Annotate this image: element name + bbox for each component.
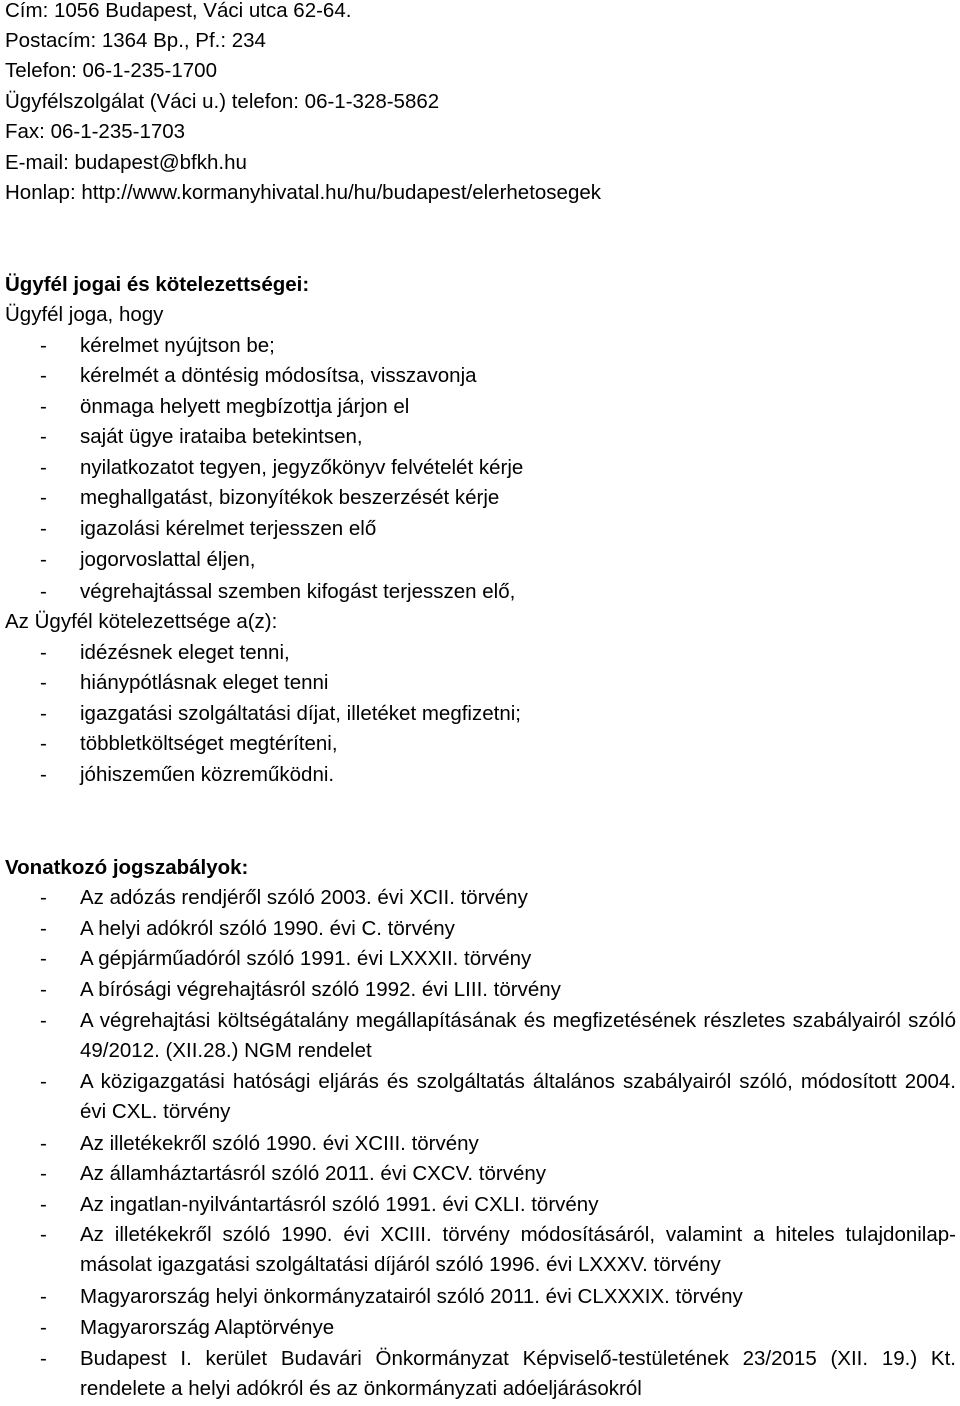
list-item xyxy=(40,392,956,422)
list-dash: - xyxy=(40,364,47,387)
list-item-text: többletköltséget megtéríteni, xyxy=(80,732,338,755)
address-line: Cím: 1056 Budapest, Váci utca 62-64. xyxy=(5,0,352,22)
postal-address-line: Postacím: 1364 Bp., Pf.: 234 xyxy=(5,29,266,52)
list-dash: - xyxy=(40,580,47,603)
list-item xyxy=(40,1344,956,1404)
list-item xyxy=(40,422,956,452)
list-item xyxy=(40,914,956,944)
laws-heading: Vonatkozó jogszabályok: xyxy=(5,856,249,879)
list-dash: - xyxy=(40,763,47,786)
list-item-text: A végrehajtási költségátalány megállapításának és megfizetésének részletes szabályairól szóló 49/2012. (XII.28.) NGM rendelet xyxy=(80,1009,956,1062)
list-item xyxy=(40,668,956,698)
list-item xyxy=(40,699,956,729)
list-item xyxy=(40,944,956,974)
list-dash: - xyxy=(40,886,47,909)
list-dash: - xyxy=(40,1162,47,1185)
list-dash: - xyxy=(40,517,47,540)
list-dash: - xyxy=(40,456,47,479)
list-item xyxy=(40,545,956,575)
list-dash: - xyxy=(40,671,47,694)
list-dash: - xyxy=(40,548,47,571)
list-dash: - xyxy=(40,732,47,755)
list-item-text: Magyarország helyi önkormányzatairól szóló 2011. évi CLXXXIX. törvény xyxy=(80,1285,743,1308)
list-dash: - xyxy=(40,1285,47,1308)
list-item xyxy=(40,1129,956,1159)
list-item xyxy=(40,577,956,607)
list-item-text: jóhiszeműen közreműködni. xyxy=(80,763,335,786)
list-item xyxy=(40,1159,956,1189)
phone-line: Telefon: 06-1-235-1700 xyxy=(5,59,217,82)
list-item xyxy=(40,760,956,790)
list-item-text: Az ingatlan-nyilvántartásról szóló 1991. évi CXLI. törvény xyxy=(80,1193,599,1216)
list-dash: - xyxy=(40,1132,47,1155)
list-item-text: Az illetékekről szóló 1990. évi XCIII. törvény módosításáról, valamint a hiteles tulajdonilap-másolat igazgatási szolgáltatási díjáról szóló 1996. évi LXXXV. törvény xyxy=(80,1223,956,1276)
list-item xyxy=(40,975,956,1005)
customer-service-phone-line: Ügyfélszolgálat (Váci u.) telefon: 06-1-328-5862 xyxy=(5,90,440,113)
list-item xyxy=(40,1006,956,1066)
list-item xyxy=(40,514,956,544)
list-item-text: meghallgatást, bizonyítékok beszerzését kérje xyxy=(80,486,500,509)
list-item xyxy=(40,1067,956,1127)
list-dash: - xyxy=(40,947,47,970)
list-item-text: Az adózás rendjéről szóló 2003. évi XCII. törvény xyxy=(80,886,528,909)
list-item-text: önmaga helyett megbízottja járjon el xyxy=(80,395,410,418)
list-item xyxy=(40,453,956,483)
rights-intro: Ügyfél joga, hogy xyxy=(5,303,164,326)
list-item xyxy=(40,638,956,668)
list-dash: - xyxy=(40,917,47,940)
list-dash: - xyxy=(40,334,47,357)
list-dash: - xyxy=(40,1193,47,1216)
rights-heading: Ügyfél jogai és kötelezettségei: xyxy=(5,273,310,296)
list-item-text: hiánypótlásnak eleget tenni xyxy=(80,671,329,694)
website-line: Honlap: http://www.kormanyhivatal.hu/hu/budapest/elerhetosegek xyxy=(5,181,602,204)
list-dash: - xyxy=(40,1347,47,1370)
list-dash: - xyxy=(40,1223,47,1246)
list-item xyxy=(40,1220,956,1280)
list-item-text: A bírósági végrehajtásról szóló 1992. évi LIII. törvény xyxy=(80,978,561,1001)
list-item-text: jogorvoslattal éljen, xyxy=(80,548,256,571)
list-item-text: Magyarország Alaptörvénye xyxy=(80,1316,335,1339)
list-item-text: végrehajtással szemben kifogást terjesszen elő, xyxy=(80,580,516,603)
list-dash: - xyxy=(40,1316,47,1339)
list-item xyxy=(40,729,956,759)
list-item-text: A közigazgatási hatósági eljárás és szolgáltatás általános szabályairól szóló, módosított 2004. évi CXL. törvény xyxy=(80,1070,956,1123)
list-dash: - xyxy=(40,1070,47,1093)
list-dash: - xyxy=(40,486,47,509)
obligations-intro: Az Ügyfél kötelezettsége a(z): xyxy=(5,610,278,633)
list-item xyxy=(40,331,956,361)
list-dash: - xyxy=(40,425,47,448)
list-item-text: Az államháztartásról szóló 2011. évi CXCV. törvény xyxy=(80,1162,547,1185)
list-item xyxy=(40,883,956,913)
list-item-text: Az illetékekről szóló 1990. évi XCIII. törvény xyxy=(80,1132,479,1155)
list-item-text: igazolási kérelmet terjesszen elő xyxy=(80,517,377,540)
list-item-text: saját ügye irataiba betekintsen, xyxy=(80,425,363,448)
fax-line: Fax: 06-1-235-1703 xyxy=(5,120,186,143)
list-dash: - xyxy=(40,395,47,418)
list-item-text: A gépjárműadóról szóló 1991. évi LXXXII. törvény xyxy=(80,947,532,970)
list-item xyxy=(40,1282,956,1312)
list-item xyxy=(40,1313,956,1343)
list-dash: - xyxy=(40,978,47,1001)
list-item xyxy=(40,483,956,513)
list-item-text: kérelmet nyújtson be; xyxy=(80,334,275,357)
list-item xyxy=(40,1190,956,1220)
list-item-text: Budapest I. kerület Budavári Önkormányzat Képviselő-testületének 23/2015 (XII. 19.) Kt. rendelete a helyi adókról és az önkormányzati adóeljárásokról xyxy=(80,1347,956,1400)
list-dash: - xyxy=(40,702,47,725)
list-item-text: kérelmét a döntésig módosítsa, visszavonja xyxy=(80,364,477,387)
list-item-text: idézésnek eleget tenni, xyxy=(80,641,290,664)
list-item-text: A helyi adókról szóló 1990. évi C. törvény xyxy=(80,917,455,940)
list-item-text: igazgatási szolgáltatási díjat, illetéket megfizetni; xyxy=(80,702,521,725)
list-item-text: nyilatkozatot tegyen, jegyzőkönyv felvételét kérje xyxy=(80,456,524,479)
list-dash: - xyxy=(40,1009,47,1032)
list-item xyxy=(40,361,956,391)
email-line: E-mail: budapest@bfkh.hu xyxy=(5,151,247,174)
list-dash: - xyxy=(40,641,47,664)
